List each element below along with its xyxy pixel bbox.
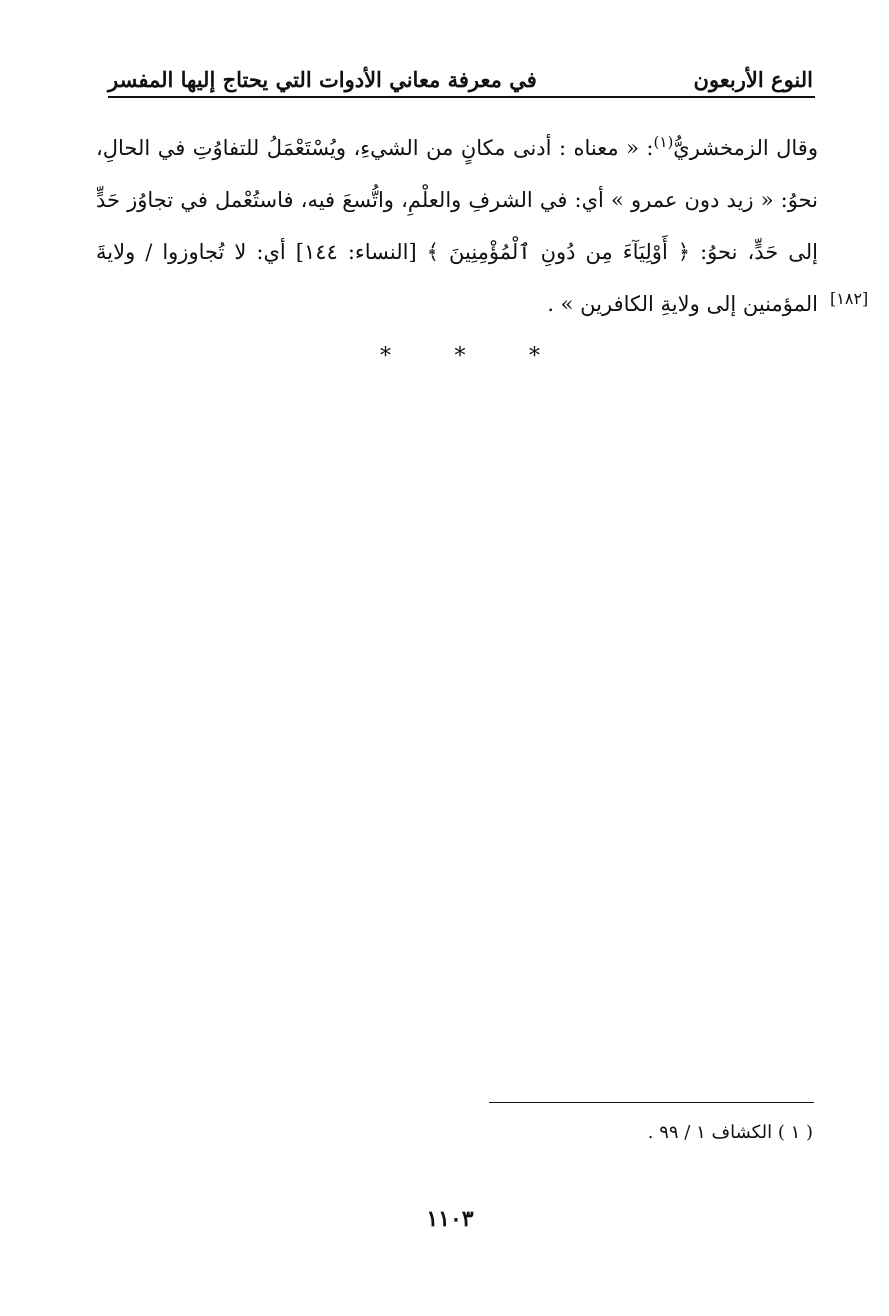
paragraph-opening: وقال الزمخشريُّ (673, 136, 818, 160)
asterisk-ornament: * (380, 344, 391, 369)
footnote-rule (489, 1102, 814, 1103)
header-section-name: النوع الأربعون (693, 67, 813, 92)
header-chapter-title: في معرفة معاني الأدوات التي يحتاج إليها المفسر (108, 67, 537, 92)
footnote: ( ١ ) الكشاف ١ / ٩٩ . (647, 1122, 813, 1143)
main-paragraph (96, 122, 818, 330)
running-header (108, 52, 813, 92)
footnote-marker: (١) (653, 133, 674, 151)
margin-page-reference: [١٨٢] (830, 289, 869, 308)
page-number: ١١٠٣ (426, 1206, 474, 1232)
section-separator (380, 344, 540, 369)
header-rule (108, 96, 815, 98)
asterisk-ornament: * (454, 344, 466, 369)
paragraph-content: : « معناه : أدنى مكانٍ من الشيءِ، ويُسْتَعْمَلُ للتفاوُتِ في الحالِ، نحوُ: « زيد دون عمرو » أي: في الشرفِ والعلْمِ، واتُّسعَ فيه، فاستُعْمل في تجاوُز حَدٍّ إلى حَدٍّ، نحوُ: ﴿ أَوْلِيَآءَ مِن دُونِ ٱلْمُؤْمِنِينَ ﴾ [النساء: ١٤٤] أي: لا تُجاوزوا / ولايةَ المؤمنين إلى ولايةِ الكافرين » . (96, 136, 818, 316)
main-text (96, 122, 818, 330)
asterisk-ornament: * (529, 344, 540, 369)
